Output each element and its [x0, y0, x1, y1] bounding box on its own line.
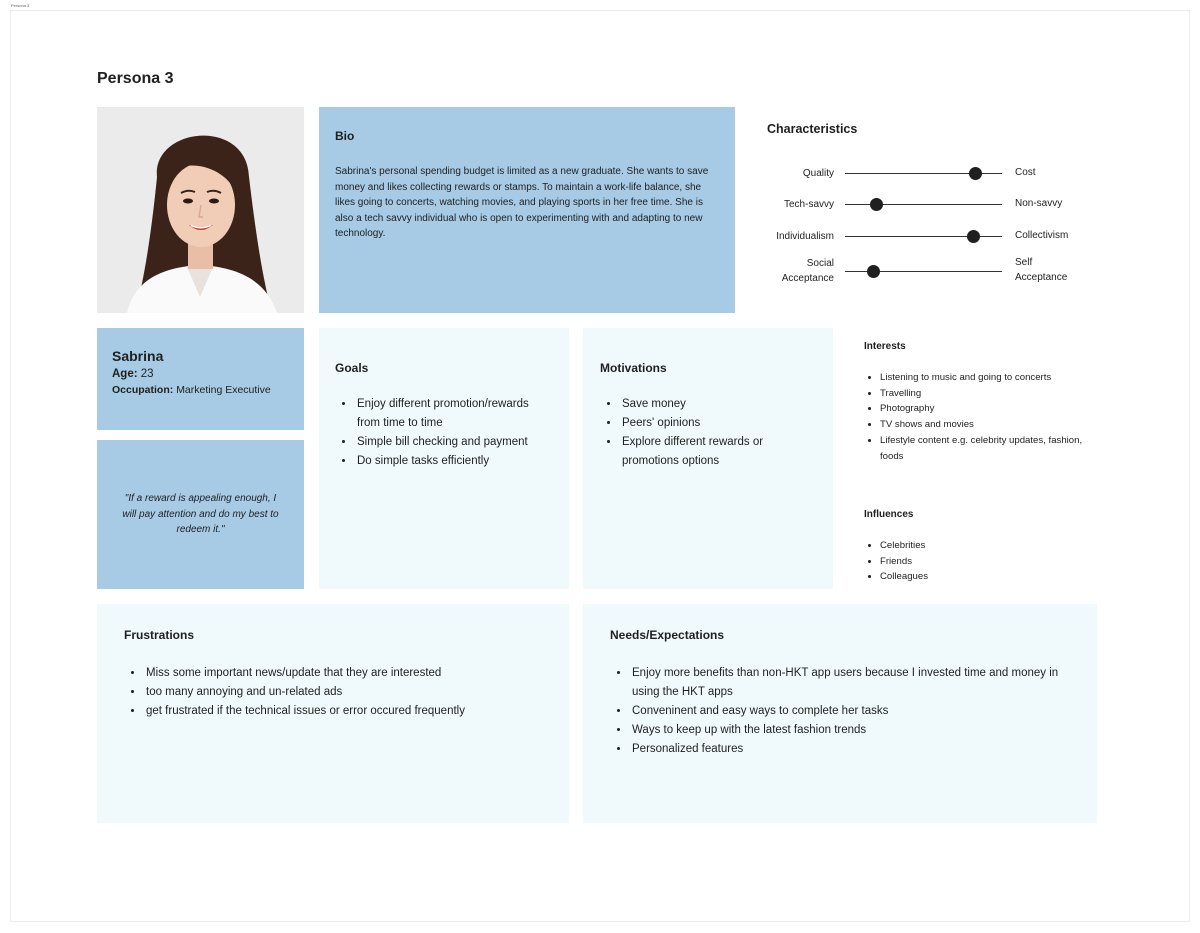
characteristic-right-label: Non-savvy: [1015, 198, 1063, 209]
characteristic-left-label: Quality: [802, 168, 834, 179]
list-item: • Ways to keep up with the latest fashion trends: [630, 721, 1070, 740]
list-item: • Personalized features: [630, 740, 1070, 759]
persona-name: Sabrina: [112, 348, 164, 364]
motivations-list: [600, 395, 816, 471]
characteristic-right-label: Cost: [1015, 167, 1036, 178]
influences-list: [864, 538, 1084, 585]
persona-age: [112, 368, 289, 380]
list-item: • Enjoy different promotion/rewards from time to time: [355, 395, 553, 433]
frustrations-card: [97, 604, 569, 823]
bio-card: [319, 107, 735, 313]
characteristic-left-label: Individualism: [776, 231, 834, 242]
characteristic-left-label: Social Acceptance: [781, 258, 834, 284]
goals-title: Goals: [335, 361, 369, 375]
bio-text: Sabrina's personal spending budget is limited as a new graduate. She wants to save money and likes collecting rewards or stamps. To maintain a work-life balance, she likes going to concerts, watching movies, and playing sports in her free time. She is also a tech savvy individual who is open to experimenting with and adapting to new technology.: [335, 166, 709, 239]
age-value: 23: [140, 368, 154, 380]
profile-card: [97, 328, 304, 430]
characteristic-right-label: Collectivism: [1015, 230, 1069, 241]
frustrations-list: [124, 664, 542, 721]
list-item: • Explore different rewards or promotions options: [620, 433, 816, 471]
characteristic-slider-knob: [969, 167, 982, 180]
list-item: • Lifestyle content e.g. celebrity updates, fashion, foods: [880, 433, 1084, 464]
characteristic-track: [845, 204, 1002, 205]
list-item: • get frustrated if the technical issues or error occured frequently: [144, 702, 542, 721]
characteristic-row: [760, 163, 1090, 193]
list-item: • Travelling: [880, 386, 1084, 402]
persona-occupation: [112, 384, 289, 396]
goals-list: [335, 395, 553, 471]
list-item: • Friends: [880, 554, 1084, 570]
list-item: • Celebrities: [880, 538, 1084, 554]
needs-list: [610, 664, 1070, 759]
needs-card: [583, 604, 1097, 823]
persona-photo: [97, 107, 304, 313]
page-title: Persona 3: [97, 70, 174, 87]
persona-photo-icon: [97, 107, 304, 313]
characteristic-slider-knob: [967, 230, 980, 243]
quote-card: [97, 440, 304, 589]
motivations-title: Motivations: [600, 361, 667, 375]
list-item: • too many annoying and un-related ads: [144, 683, 542, 702]
list-item: • TV shows and movies: [880, 417, 1084, 433]
characteristic-slider-knob: [870, 198, 883, 211]
list-item: • Save money: [620, 395, 816, 414]
interests-title: Interests: [864, 341, 906, 352]
characteristic-right-label: Self Acceptance: [1015, 257, 1068, 283]
characteristic-slider-knob: [867, 265, 880, 278]
list-item: • Do simple tasks efficiently: [355, 452, 553, 471]
characteristic-row: [760, 194, 1090, 224]
characteristic-row: [760, 258, 1090, 288]
occupation-value: Marketing Executive: [176, 384, 271, 396]
motivations-card: [583, 328, 833, 589]
frame-label: Persona 3: [11, 3, 30, 8]
bio-title: Bio: [335, 129, 355, 143]
list-item: • Simple bill checking and payment: [355, 433, 553, 452]
characteristics-title: Characteristics: [767, 122, 858, 136]
list-item: • Miss some important news/update that they are interested: [144, 664, 542, 683]
goals-card: [319, 328, 569, 589]
influences-title: Influences: [864, 509, 914, 520]
list-item: • Listening to music and going to concerts: [880, 370, 1084, 386]
frustrations-title: Frustrations: [124, 628, 195, 642]
occupation-label: Occupation:: [112, 384, 174, 396]
list-item: • Photography: [880, 401, 1084, 417]
list-item: • Conveninent and easy ways to complete her tasks: [630, 702, 1070, 721]
age-label: Age:: [112, 368, 138, 380]
needs-title: Needs/Expectations: [610, 628, 725, 642]
characteristic-row: [760, 226, 1090, 256]
list-item: • Enjoy more benefits than non-HKT app users because I invested time and money in using the HKT apps: [630, 664, 1070, 702]
persona-quote: "If a reward is appealing enough, I will pay attention and do my best to redeem it.": [122, 493, 279, 536]
interests-list: [864, 370, 1084, 464]
characteristic-left-label: Tech-savvy: [783, 199, 834, 210]
list-item: • Colleagues: [880, 569, 1084, 585]
list-item: • Peers' opinions: [620, 414, 816, 433]
